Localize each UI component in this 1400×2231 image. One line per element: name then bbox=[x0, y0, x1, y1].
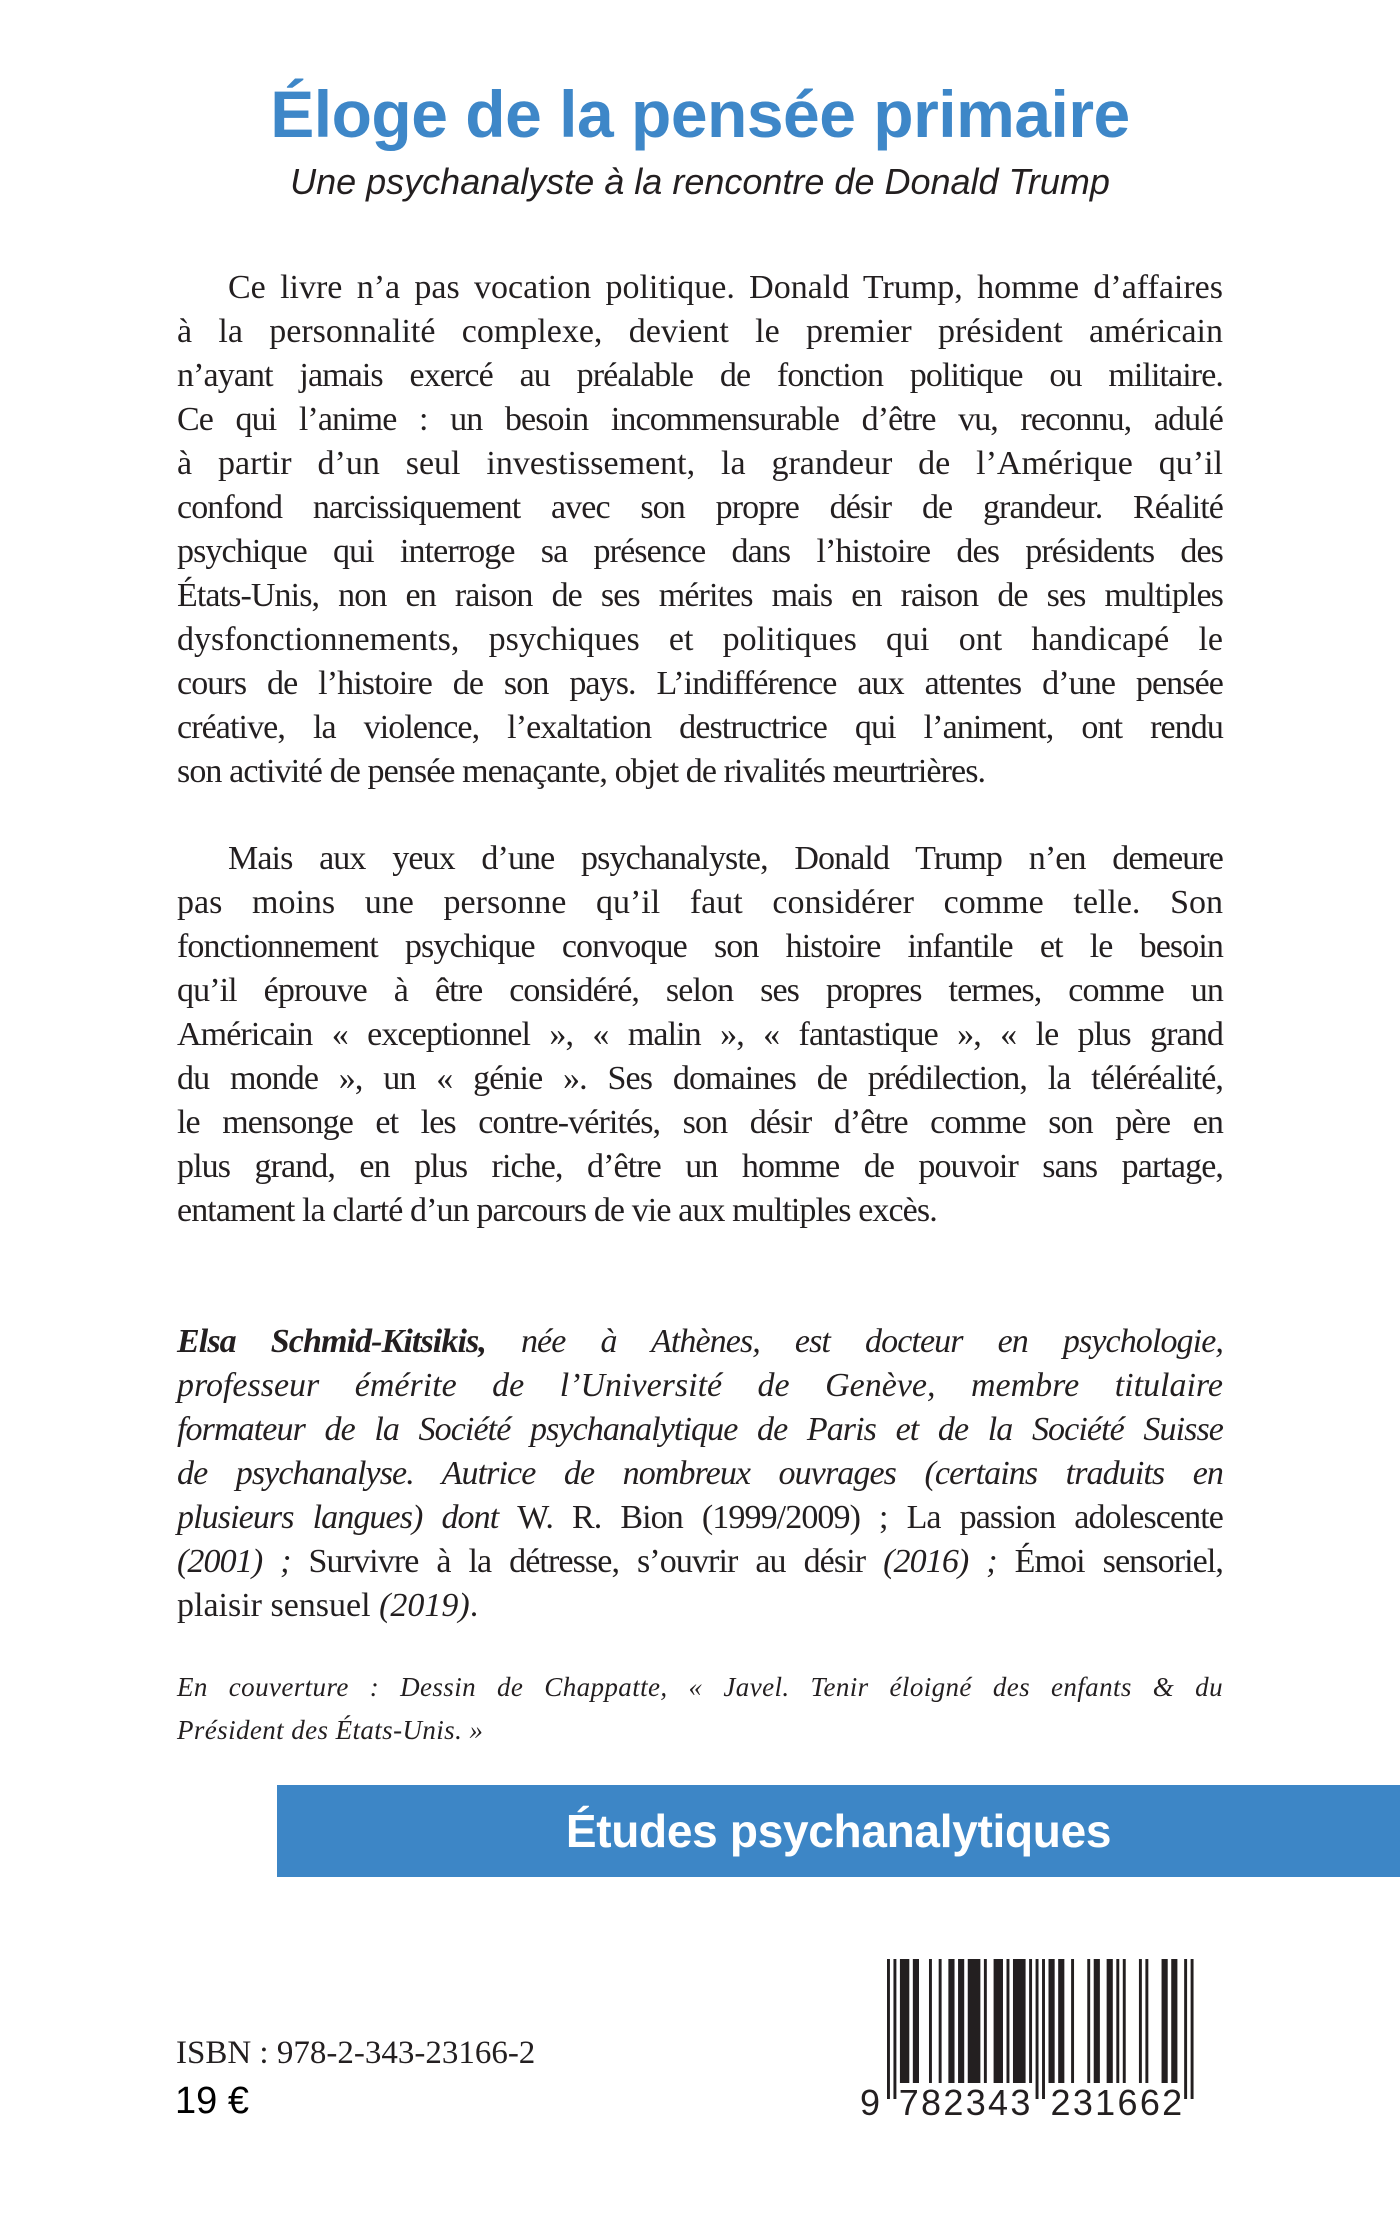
collection-banner bbox=[277, 1785, 1400, 1877]
text-fragment: . bbox=[469, 1587, 479, 1624]
text-line: du monde », un « génie ». Ses domaines de prédilection, la téléréalité, bbox=[177, 1060, 1223, 1097]
text-fragment: plusieurs langues) dont bbox=[177, 1499, 518, 1536]
text-line: pas moins une personne qu’il faut considérer comme telle. Son bbox=[177, 884, 1223, 921]
text-line: professeur émérite de l’Université de Genève, membre titulaire bbox=[177, 1367, 1223, 1404]
svg-text:782343: 782343 bbox=[898, 2082, 1031, 2123]
text-line: qu’il éprouve à être considéré, selon ses propres termes, comme un bbox=[177, 972, 1223, 1009]
text-line: États-Unis, non en raison de ses mérites mais en raison de ses multiples bbox=[177, 577, 1223, 614]
text-line: Ce qui l’anime : un besoin incommensurable d’être vu, reconnu, adulé bbox=[177, 401, 1223, 438]
text-line bbox=[177, 1584, 1223, 1628]
text-line: à la personnalité complexe, devient le premier président américain bbox=[177, 313, 1223, 350]
blurb-paragraph-2 bbox=[177, 837, 1223, 1233]
text-line bbox=[177, 1540, 1223, 1584]
text-line: de psychanalyse. Autrice de nombreux ouvrages (certains traduits en bbox=[177, 1455, 1223, 1492]
cover-credit bbox=[177, 1666, 1223, 1752]
text-line: confond narcissiquement avec son propre désir de grandeur. Réalité bbox=[177, 489, 1223, 526]
text-fragment: (2016) ; bbox=[883, 1543, 997, 1580]
author-bio bbox=[177, 1320, 1223, 1628]
text-line: formateur de la Société psychanalytique de Paris et de la Société Suisse bbox=[177, 1411, 1223, 1448]
text-fragment: (2019) bbox=[379, 1587, 470, 1624]
text-line: En couverture : Dessin de Chappatte, « Javel. Tenir éloigné des enfants & du bbox=[177, 1672, 1223, 1702]
text-line: cours de l’histoire de son pays. L’indifférence aux attentes d’une pensée bbox=[177, 665, 1223, 702]
text-fragment: (2001) ; bbox=[177, 1543, 291, 1580]
text-line: n’ayant jamais exercé au préalable de fonction politique ou militaire. bbox=[177, 357, 1223, 394]
text-line: plus grand, en plus riche, d’être un homme de pouvoir sans partage, bbox=[177, 1148, 1223, 1185]
price-label: 19 € bbox=[175, 2080, 249, 2122]
isbn-label: ISBN : 978-2-343-23166-2 bbox=[176, 2035, 536, 2071]
text-fragment: Émoi sensoriel, bbox=[996, 1543, 1223, 1580]
text-fragment: W. R. Bion (1999/2009) ; La passion adolescente bbox=[517, 1499, 1223, 1536]
svg-text:231662: 231662 bbox=[1050, 2082, 1183, 2123]
ean13-barcode bbox=[855, 1950, 1215, 2125]
text-line: son activité de pensée menaçante, objet de rivalités meurtrières. bbox=[177, 753, 986, 790]
text-line: fonctionnement psychique convoque son histoire infantile et le besoin bbox=[177, 928, 1223, 965]
author-name: Elsa Schmid-Kitsikis, bbox=[177, 1323, 486, 1360]
text-line: psychique qui interroge sa présence dans l’histoire des présidents des bbox=[177, 533, 1223, 570]
text-line: Président des États-Unis. » bbox=[177, 1715, 484, 1745]
text-fragment: Survivre à la détresse, s’ouvrir au désir bbox=[290, 1543, 884, 1580]
text-line: dysfonctionnements, psychiques et politiques qui ont handicapé le bbox=[177, 621, 1223, 658]
text-line: créative, la violence, l’exaltation destructrice qui l’animent, ont rendu bbox=[177, 709, 1223, 746]
book-subtitle: Une psychanalyste à la rencontre de Donald Trump bbox=[290, 161, 1110, 202]
text-line bbox=[177, 1320, 1223, 1364]
svg-text:9: 9 bbox=[860, 2082, 881, 2123]
text-fragment: née à Athènes, est docteur en psychologie, bbox=[485, 1323, 1223, 1360]
text-fragment: plaisir sensuel bbox=[177, 1587, 380, 1624]
text-line: le mensonge et les contre-vérités, son désir d’être comme son père en bbox=[177, 1104, 1223, 1141]
book-title: Éloge de la pensée primaire bbox=[270, 77, 1130, 151]
text-line: Ce livre n’a pas vocation politique. Donald Trump, homme d’affaires bbox=[228, 269, 1223, 306]
collection-name: Études psychanalytiques bbox=[565, 1805, 1112, 1857]
text-line bbox=[177, 1496, 1223, 1540]
text-line: entament la clarté d’un parcours de vie aux multiples excès. bbox=[177, 1192, 937, 1229]
barcode-icon bbox=[855, 1950, 1215, 2125]
text-line: Mais aux yeux d’une psychanalyste, Donald Trump n’en demeure bbox=[228, 840, 1223, 877]
text-line: Américain « exceptionnel », « malin », « fantastique », « le plus grand bbox=[177, 1016, 1223, 1053]
text-line: à partir d’un seul investissement, la grandeur de l’Amérique qu’il bbox=[177, 445, 1223, 482]
blurb-paragraph-1 bbox=[177, 266, 1223, 794]
